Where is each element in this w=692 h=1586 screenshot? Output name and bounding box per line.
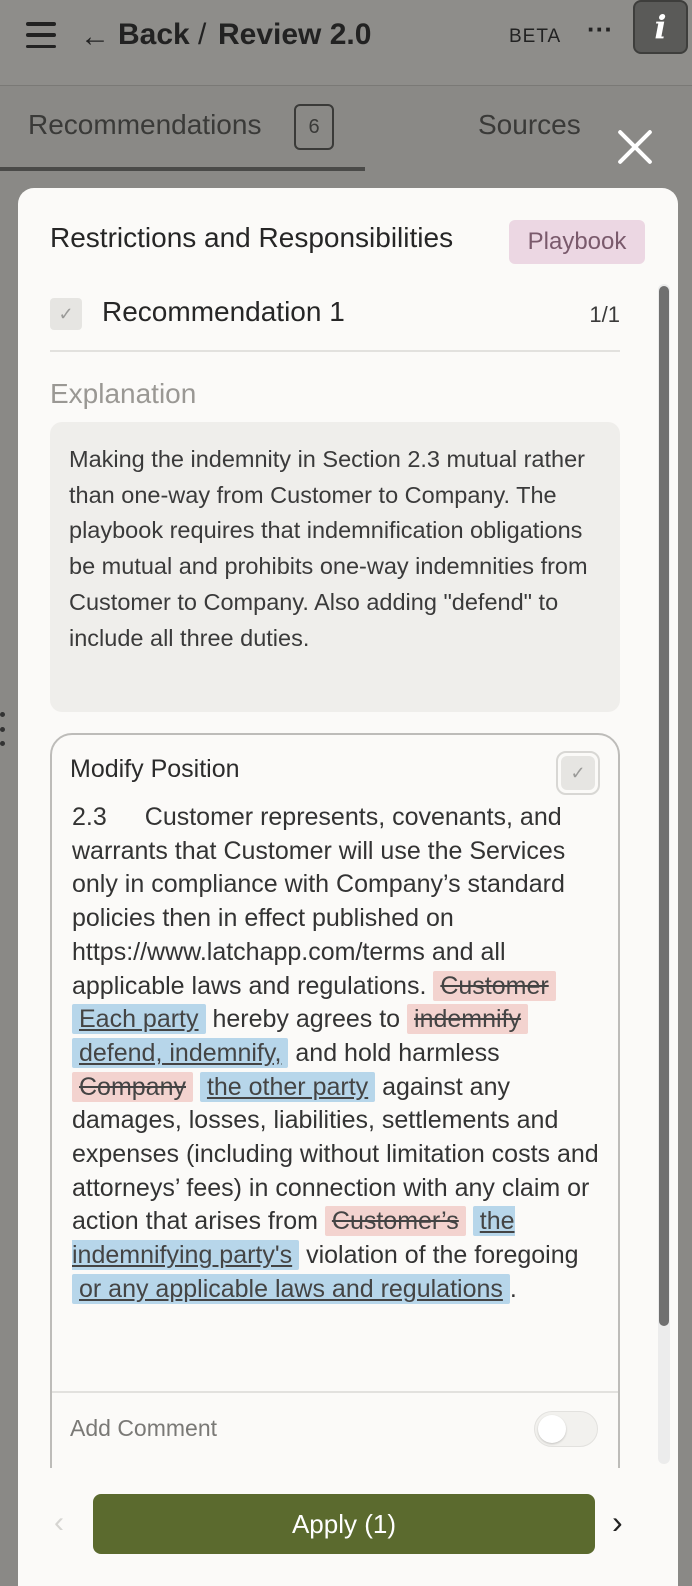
recommendation-title: Recommendation 1 — [102, 296, 345, 327]
recommendation-checkbox[interactable]: ✓ — [50, 298, 82, 330]
clause-text: . — [509, 1274, 517, 1303]
clause-text: Customer represents, covenants, and warrants that Customer will use the Services only in compliance with Company’s standard policies then in effect published on https://www.latchapp.com/terms and all applicable laws and regulations. — [72, 803, 566, 1000]
next-chevron-icon[interactable]: › — [612, 1504, 623, 1540]
add-comment-label: Add Comment — [70, 1415, 218, 1441]
modify-position-checkbox[interactable] — [556, 751, 600, 795]
breadcrumb-separator: / — [198, 18, 207, 51]
recommendation-pager: 1/1 — [589, 302, 620, 327]
explanation-text: Making the indemnity in Section 2.3 mutual rather than one-way from Customer to Company. The playbook requires that indemnification obligations be mutual and prohibits one-way indemnities from Customer to Company. Also adding "defend" to include all three duties. — [50, 422, 620, 712]
clause-text: and hold harmless — [288, 1038, 500, 1067]
back-arrow-icon[interactable]: ← — [80, 20, 110, 53]
add-comment-toggle[interactable] — [534, 1411, 598, 1447]
info-icon[interactable]: i — [633, 0, 688, 54]
clause-text: hereby agrees to — [205, 1005, 408, 1034]
clause-text: against any damages, losses, liabilities, settlements and expenses (including without limitation costs and attorneys’ fees) in connection with any claim or action that arises from — [72, 1072, 599, 1236]
clause-redline-text[interactable] — [72, 801, 608, 1307]
previous-chevron-icon[interactable]: ‹ — [54, 1506, 64, 1539]
modal-footer — [18, 1468, 678, 1586]
check-icon: ✓ — [561, 756, 595, 790]
insertion-mark: defend, indemnify, — [72, 1038, 288, 1068]
recommendation-modal — [18, 188, 678, 1586]
deletion-mark: indemnify — [407, 1004, 528, 1034]
drag-handle-icon[interactable] — [0, 712, 6, 746]
top-bar — [0, 0, 692, 86]
apply-button[interactable]: Apply (1) — [93, 1494, 595, 1554]
insertion-mark: or any applicable laws and regulations — [72, 1274, 510, 1304]
page-title: Review 2.0 — [218, 18, 372, 51]
insertion-mark: Each party — [72, 1004, 206, 1034]
clause-text: violation of the foregoing — [299, 1241, 579, 1270]
section-title: Restrictions and Responsibilities — [50, 222, 454, 253]
modify-position-card — [50, 733, 620, 1493]
hamburger-menu-icon[interactable] — [26, 22, 56, 48]
deletion-mark: Company — [72, 1072, 193, 1102]
recommendations-count-badge: 6 — [294, 104, 334, 150]
tab-recommendations[interactable]: Recommendations — [28, 109, 262, 140]
beta-badge: BETA — [509, 26, 562, 47]
insertion-mark: the indemnifying party's — [72, 1207, 515, 1270]
tab-bar — [0, 87, 692, 171]
close-icon[interactable] — [614, 126, 656, 168]
modify-position-title: Modify Position — [70, 755, 240, 783]
clause-number: 2.3 — [72, 803, 107, 831]
active-tab-indicator — [0, 167, 365, 171]
tab-sources[interactable]: Sources — [478, 109, 581, 140]
scrollbar-thumb[interactable] — [659, 286, 669, 1326]
insertion-mark: the other party — [200, 1072, 375, 1102]
playbook-badge: Playbook — [509, 220, 645, 264]
back-button[interactable]: Back — [118, 18, 190, 51]
recommendation-row — [50, 286, 620, 352]
deletion-mark: Customer — [433, 971, 555, 1001]
explanation-label: Explanation — [50, 378, 197, 409]
more-options-icon[interactable]: ··· — [587, 14, 613, 44]
deletion-mark: Customer’s — [325, 1206, 466, 1236]
